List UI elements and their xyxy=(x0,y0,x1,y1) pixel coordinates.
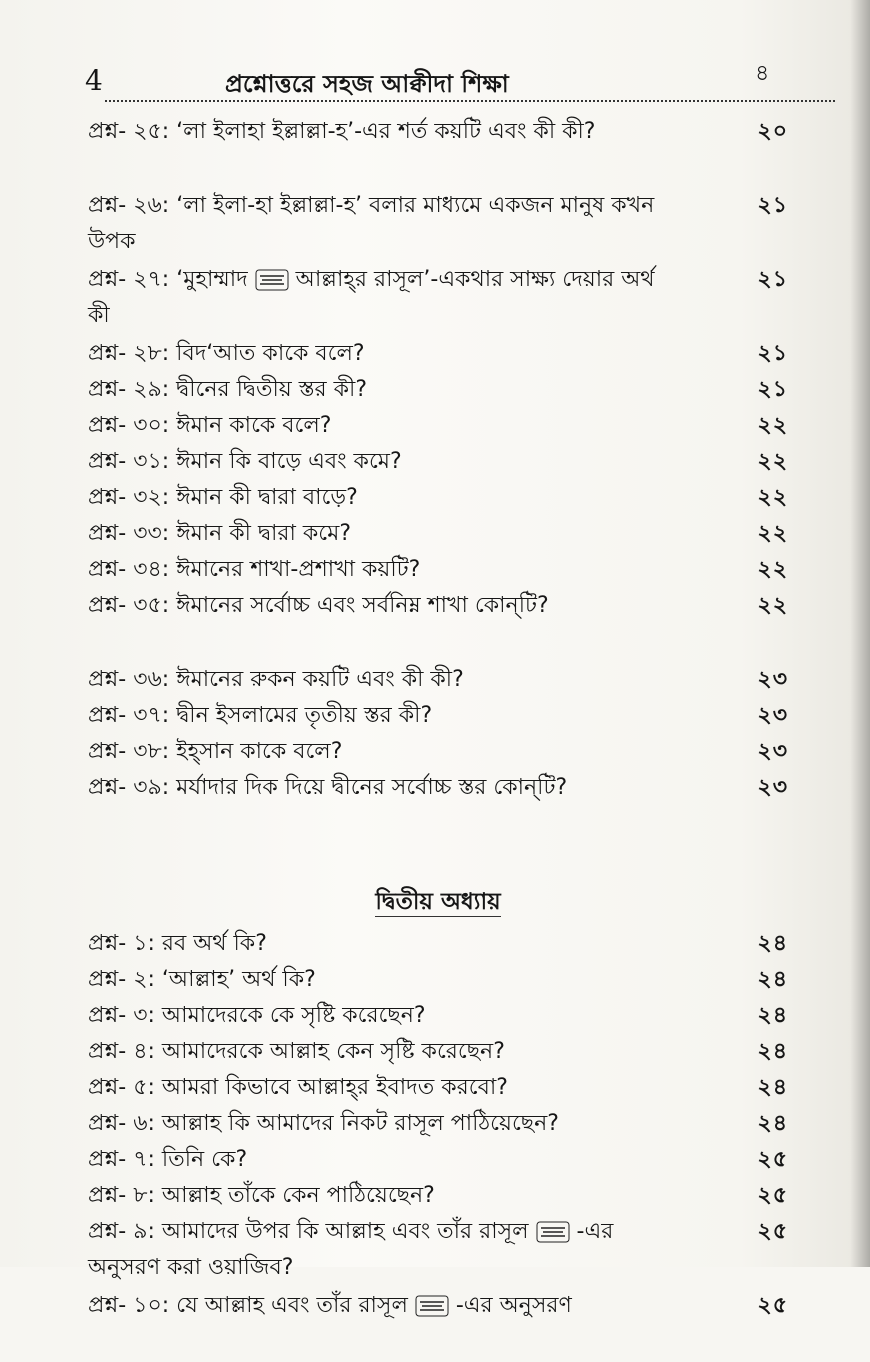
toc-question: প্রশ্ন- ৫: আমরা কিভাবে আল্লাহ্‌র ইবাদত করবো? xyxy=(88,1075,508,1100)
toc-page-number: ২৫ xyxy=(757,1219,788,1244)
toc-question: প্রশ্ন- ৩৬: ঈমানের রুকন কয়টি এবং কী কী? xyxy=(88,667,464,692)
toc-question-text: -এর অনুসরণ করা ওয়াজিব? xyxy=(88,1219,614,1280)
toc-question: প্রশ্ন- ৩: আমাদেরকে কে সৃষ্টি করেছেন? xyxy=(88,1003,426,1028)
table-of-contents xyxy=(88,114,788,1362)
toc-entry xyxy=(88,770,788,844)
toc-entry xyxy=(88,408,788,444)
toc-page-number: ২৫ xyxy=(757,1147,788,1172)
toc-entry xyxy=(88,998,788,1034)
toc-entry xyxy=(88,698,788,734)
toc-entry xyxy=(88,1288,788,1362)
toc-question: প্রশ্ন- ২: ‘আল্লাহ’ অর্থ কি? xyxy=(88,967,316,992)
toc-question-text: প্রশ্ন- ১০: যে আল্লাহ এবং তাঁর রাসূল xyxy=(88,1293,408,1318)
toc-question xyxy=(88,1288,678,1324)
toc-page-number: ২৫ xyxy=(757,1293,788,1318)
toc-page-number: ২২ xyxy=(757,449,788,474)
chapter-heading xyxy=(88,884,788,920)
chapter-two-entries xyxy=(88,926,788,1362)
toc-question-text: প্রশ্ন- ৯: আমাদের উপর কি আল্লাহ এবং তাঁর রাসূল xyxy=(88,1219,529,1244)
toc-entry xyxy=(88,480,788,516)
chapter-one-entries xyxy=(88,114,788,844)
toc-question-text: প্রশ্ন- ২৭: ‘মুহাম্মাদ xyxy=(88,267,248,292)
toc-entry xyxy=(88,114,788,188)
toc-question: প্রশ্ন- ৩৩: ঈমান কী দ্বারা কমে? xyxy=(88,521,352,546)
toc-question: প্রশ্ন- ৮: আল্লাহ তাঁকে কেন পাঠিয়েছেন? xyxy=(88,1183,435,1208)
toc-entry xyxy=(88,588,788,662)
toc-entry xyxy=(88,1106,788,1142)
toc-entry xyxy=(88,372,788,408)
toc-question xyxy=(88,262,678,334)
salutation-seal-icon xyxy=(415,1294,449,1318)
toc-question: প্রশ্ন- ৩৭: দ্বীন ইসলামের তৃতীয় স্তর কী? xyxy=(88,703,433,728)
toc-page-number: ২৪ xyxy=(757,1111,788,1136)
page-number-right: ৪ xyxy=(755,61,770,86)
toc-page-number: ২৪ xyxy=(757,1075,788,1100)
toc-question: প্রশ্ন- ২৮: বিদ‘আত কাকে বলে? xyxy=(88,341,365,366)
toc-question: প্রশ্ন- ২৬: ‘লা ইলা-হা ইল্লাল্লা-হ’ বলার মাধ্যমে একজন মানুষ কখন উপক xyxy=(88,193,655,254)
toc-page-number: ২৪ xyxy=(757,931,788,956)
toc-question: প্রশ্ন- ১: রব অর্থ কি? xyxy=(88,931,267,956)
toc-page-number: ২১ xyxy=(757,267,788,292)
dotted-divider xyxy=(105,100,835,102)
toc-question: প্রশ্ন- ৩৪: ঈমানের শাখা-প্রশাখা কয়টি? xyxy=(88,557,421,582)
toc-question-text: -এর অনুসরণ xyxy=(455,1293,572,1318)
toc-entry xyxy=(88,1214,788,1288)
toc-question: প্রশ্ন- ৭: তিনি কে? xyxy=(88,1147,248,1172)
toc-question: প্রশ্ন- ২৫: ‘লা ইলাহা ইল্লাল্লা-হ’-এর শর্ত কয়টি এবং কী কী? xyxy=(88,119,596,144)
toc-page-number: ২১ xyxy=(757,341,788,366)
toc-entry xyxy=(88,1070,788,1106)
toc-question: প্রশ্ন- ৩২: ঈমান কী দ্বারা বাড়ে? xyxy=(88,485,358,510)
toc-page-number: ২৪ xyxy=(757,967,788,992)
toc-question: প্রশ্ন- ৪: আমাদেরকে আল্লাহ কেন সৃষ্টি করেছেন? xyxy=(88,1039,505,1064)
toc-page-number: ২২ xyxy=(757,413,788,438)
toc-entry xyxy=(88,1178,788,1214)
toc-question: প্রশ্ন- ৩৯: মর্যাদার দিক দিয়ে দ্বীনের সর্বোচ্চ স্তর কোন্‌টি? xyxy=(88,775,568,800)
toc-entry xyxy=(88,188,788,262)
toc-entry xyxy=(88,962,788,998)
toc-page-number: ২৪ xyxy=(757,1039,788,1064)
toc-question: প্রশ্ন- ৬: আল্লাহ কি আমাদের নিকট রাসূল পাঠিয়েছেন? xyxy=(88,1111,559,1136)
toc-question: প্রশ্ন- ৩০: ঈমান কাকে বলে? xyxy=(88,413,332,438)
toc-entry xyxy=(88,444,788,480)
toc-page-number: ২৩ xyxy=(757,703,788,728)
salutation-seal-icon xyxy=(255,268,289,292)
toc-page-number: ২২ xyxy=(757,593,788,618)
toc-entry xyxy=(88,734,788,770)
book-title: প্রশ্নোত্তরে সহজ আক্বীদা শিক্ষা xyxy=(225,70,509,98)
toc-entry xyxy=(88,516,788,552)
toc-entry xyxy=(88,1142,788,1178)
chapter-heading-text: দ্বিতীয় অধ্যায় xyxy=(375,889,501,915)
page-number-left: 4 xyxy=(85,64,103,97)
page-spine-shadow xyxy=(850,0,870,1267)
toc-entry xyxy=(88,1034,788,1070)
toc-question: প্রশ্ন- ২৯: দ্বীনের দ্বিতীয় স্তর কী? xyxy=(88,377,368,402)
toc-entry xyxy=(88,336,788,372)
toc-page-number: ২৩ xyxy=(757,739,788,764)
running-header xyxy=(75,52,835,108)
salutation-seal-icon xyxy=(536,1220,570,1244)
toc-entry xyxy=(88,926,788,962)
toc-page-number: ২১ xyxy=(757,377,788,402)
toc-page-number: ২২ xyxy=(757,557,788,582)
toc-page-number: ২২ xyxy=(757,485,788,510)
toc-page-number: ২১ xyxy=(757,193,788,218)
toc-page-number: ২৫ xyxy=(757,1183,788,1208)
toc-entry xyxy=(88,662,788,698)
toc-page-number: ২৩ xyxy=(757,775,788,800)
toc-page-number: ২৪ xyxy=(757,1003,788,1028)
toc-entry xyxy=(88,552,788,588)
toc-page-number: ২২ xyxy=(757,521,788,546)
toc-question-text: আল্লাহ্‌র রাসূল’-একথার সাক্ষ্য দেয়ার অর্থ কী xyxy=(88,267,655,328)
toc-page-number: ২৩ xyxy=(757,667,788,692)
toc-question xyxy=(88,1214,678,1286)
toc-question: প্রশ্ন- ৩৫: ঈমানের সর্বোচ্চ এবং সর্বনিম্ন শাখা কোন্‌টি? xyxy=(88,593,549,618)
toc-page-number: ২০ xyxy=(757,119,788,144)
toc-question: প্রশ্ন- ৩১: ঈমান কি বাড়ে এবং কমে? xyxy=(88,449,402,474)
toc-question: প্রশ্ন- ৩৮: ইহ্‌সান কাকে বলে? xyxy=(88,739,343,764)
toc-entry xyxy=(88,262,788,336)
